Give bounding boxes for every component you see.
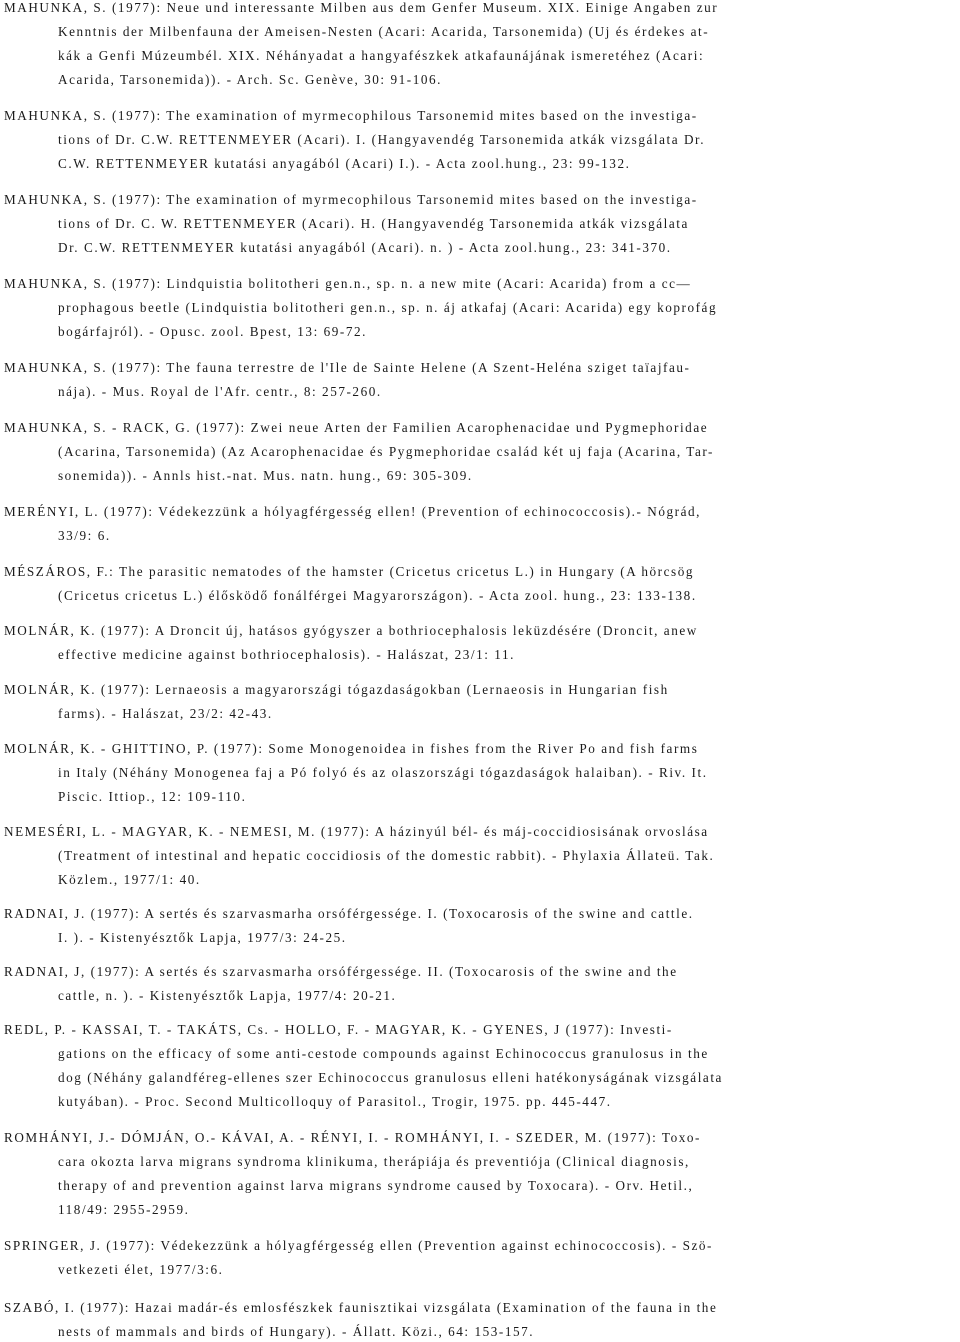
reference-first-line: ROMHÁNYI, J.- DÓMJÁN, O.- KÁVAI, A. - RÉNYI, I. - ROMHÁNYI, I. - SZEDER, M. (1977): Toxo- <box>4 1130 701 1145</box>
reference-continuation-line: Dr. C.W. RETTENMEYER kutatási anyagából (Acari). n. ) - Acta zool.hung., 23: 341-370. <box>58 240 672 255</box>
reference-continuation-line: in Italy (Néhány Monogenea faj a Pó folyó és az olaszországi tógazdaságok halaiban). - Riv. It. <box>58 765 708 780</box>
reference-first-line: RADNAI, J. (1977): A sertés és szarvasmarha orsóférgessége. I. (Toxocarosis of the swine and cattle. <box>4 906 694 921</box>
reference-continuation-line: 118/49: 2955-2959. <box>58 1202 190 1217</box>
reference-first-line: NEMESÉRI, L. - MAGYAR, K. - NEMESI, M. (1977): A házinyúl bél- és máj-coccidiosisának orvoslása <box>4 824 709 839</box>
reference-first-line: MAHUNKA, S. (1977): The examination of myrmecophilous Tarsonemid mites based on the investiga- <box>4 108 698 123</box>
reference-first-line: MAHUNKA, S. (1977): Lindquistia bolitotheri gen.n., sp. n. a new mite (Acari: Acarida) from a cc— <box>4 276 692 291</box>
reference-first-line: MÉSZÁROS, F.: The parasitic nematodes of the hamster (Cricetus cricetus L.) in Hungary (A hörcsög <box>4 564 694 579</box>
reference-continuation-line: prophagous beetle (Lindquistia bolitotheri gen.n., sp. n. áj atkafaj (Acari: Acarida) egy koprofág <box>58 300 718 315</box>
reference-continuation-line: (Treatment of intestinal and hepatic coccidiosis of the domestic rabbit). - Phylaxia Állateü. Tak. <box>58 848 715 863</box>
reference-continuation-line: vetkezeti élet, 1977/3:6. <box>58 1262 224 1277</box>
reference-continuation-line: tions of Dr. C.W. RETTENMEYER (Acari). I. (Hangyavendég Tarsonemida atkák vizsgálata Dr. <box>58 132 706 147</box>
reference-continuation-line: Acarida, Tarsonemida)). - Arch. Sc. Genève, 30: 91-106. <box>58 72 443 87</box>
reference-continuation-line: cattle, n. ). - Kistenyésztők Lapja, 1977/4: 20-21. <box>58 988 397 1003</box>
reference-first-line: SZABÓ, I. (1977): Hazai madár-és emlosfészkek faunisztikai vizsgálata (Examination of the fauna in the <box>4 1300 718 1315</box>
reference-continuation-line: I. ). - Kistenyésztők Lapja, 1977/3: 24-25. <box>58 930 347 945</box>
reference-continuation-line: 33/9: 6. <box>58 528 111 543</box>
reference-continuation-line: bogárfajról). - Opusc. zool. Bpest, 13: 69-72. <box>58 324 367 339</box>
reference-continuation-line: sonemida)). - Annls hist.-nat. Mus. natn. hung., 69: 305-309. <box>58 468 473 483</box>
reference-first-line: MOLNÁR, K. (1977): Lernaeosis a magyarországi tógazdaságokban (Lernaeosis in Hungarian fish <box>4 682 669 697</box>
reference-first-line: REDL, P. - KASSAI, T. - TAKÁTS, Cs. - HOLLO, F. - MAGYAR, K. - GYENES, J (1977): Investi- <box>4 1022 673 1037</box>
reference-first-line: SPRINGER, J. (1977): Védekezzünk a hólyagférgesség ellen (Prevention against echinococcosis). - Szö- <box>4 1238 713 1253</box>
reference-continuation-line: tions of Dr. C. W. RETTENMEYER (Acari). H. (Hangyavendég Tarsonemida atkák vizsgálata <box>58 216 689 231</box>
reference-continuation-line: (Cricetus cricetus L.) élősködő fonálférgei Magyarországon). - Acta zool. hung., 23: 133-138. <box>58 588 697 603</box>
reference-first-line: MAHUNKA, S. (1977): The fauna terrestre de l'Ile de Sainte Helene (A Szent-Heléna sziget taïajfau- <box>4 360 691 375</box>
reference-first-line: MAHUNKA, S. - RACK, G. (1977): Zwei neue Arten der Familien Acarophenacidae und Pygmephoridae <box>4 420 709 435</box>
reference-continuation-line: Piscic. Ittiop., 12: 109-110. <box>58 789 247 804</box>
reference-continuation-line: (Acarina, Tarsonemida) (Az Acarophenacidae és Pygmephoridae család két uj faja (Acarina, Tar- <box>58 444 714 459</box>
reference-continuation-line: gations on the efficacy of some anti-cestode compounds against Echinococcus granulosus in the <box>58 1046 709 1061</box>
reference-continuation-line: Közlem., 1977/1: 40. <box>58 872 201 887</box>
reference-continuation-line: kák a Genfi Múzeumbél. XIX. Néhányadat a hangyafészkek atkafaunájának ismeretéhez (Acari: <box>58 48 705 63</box>
reference-first-line: MERÉNYI, L. (1977): Védekezzünk a hólyagférgesség ellen! (Prevention of echinococcosis).- Nógrád, <box>4 504 701 519</box>
reference-continuation-line: kutyában). - Proc. Second Multicolloquy of Parasitol., Trogir, 1975. pp. 445-447. <box>58 1094 612 1109</box>
reference-first-line: MAHUNKA, S. (1977): The examination of myrmecophilous Tarsonemid mites based on the investiga- <box>4 192 698 207</box>
reference-first-line: MOLNÁR, K. (1977): A Droncit új, hatásos gyógyszer a bothriocephalosis leküzdésére (Droncit, anew <box>4 623 698 638</box>
reference-continuation-line: effective medicine against bothriocephalosis). - Halászat, 23/1: 11. <box>58 647 515 662</box>
reference-continuation-line: farms). - Halászat, 23/2: 42-43. <box>58 706 273 721</box>
reference-continuation-line: cara okozta larva migrans syndroma klinikuma, therápiája és preventiója (Clinical diagnosis, <box>58 1154 690 1169</box>
reference-continuation-line: dog (Néhány galandféreg-ellenes szer Echinococcus granulosus elleni hatékonyságának vizsgálata <box>58 1070 723 1085</box>
reference-continuation-line: C.W. RETTENMEYER kutatási anyagából (Acari) I.). - Acta zool.hung., 23: 99-132. <box>58 156 631 171</box>
reference-first-line: MOLNÁR, K. - GHITTINO, P. (1977): Some Monogenoidea in fishes from the River Po and fish farms <box>4 741 699 756</box>
reference-continuation-line: therapy of and prevention against larva migrans syndrome caused by Toxocara). - Orv. Hetil., <box>58 1178 694 1193</box>
reference-first-line: MAHUNKA, S. (1977): Neue und interessante Milben aus dem Genfer Museum. XIX. Einige Angaben zur <box>4 0 719 15</box>
reference-continuation-line: nája). - Mus. Royal de l'Afr. centr., 8: 257-260. <box>58 384 382 399</box>
reference-first-line: RADNAI, J, (1977): A sertés és szarvasmarha orsóférgessége. II. (Toxocarosis of the swine and the <box>4 964 678 979</box>
reference-continuation-line: Kenntnis der Milbenfauna der Ameisen-Nesten (Acari: Acarida, Tarsonemida) (Uj és érdekes at- <box>58 24 710 39</box>
reference-continuation-line: nests of mammals and birds of Hungary). - Állatt. Közi., 64: 153-157. <box>58 1324 535 1339</box>
